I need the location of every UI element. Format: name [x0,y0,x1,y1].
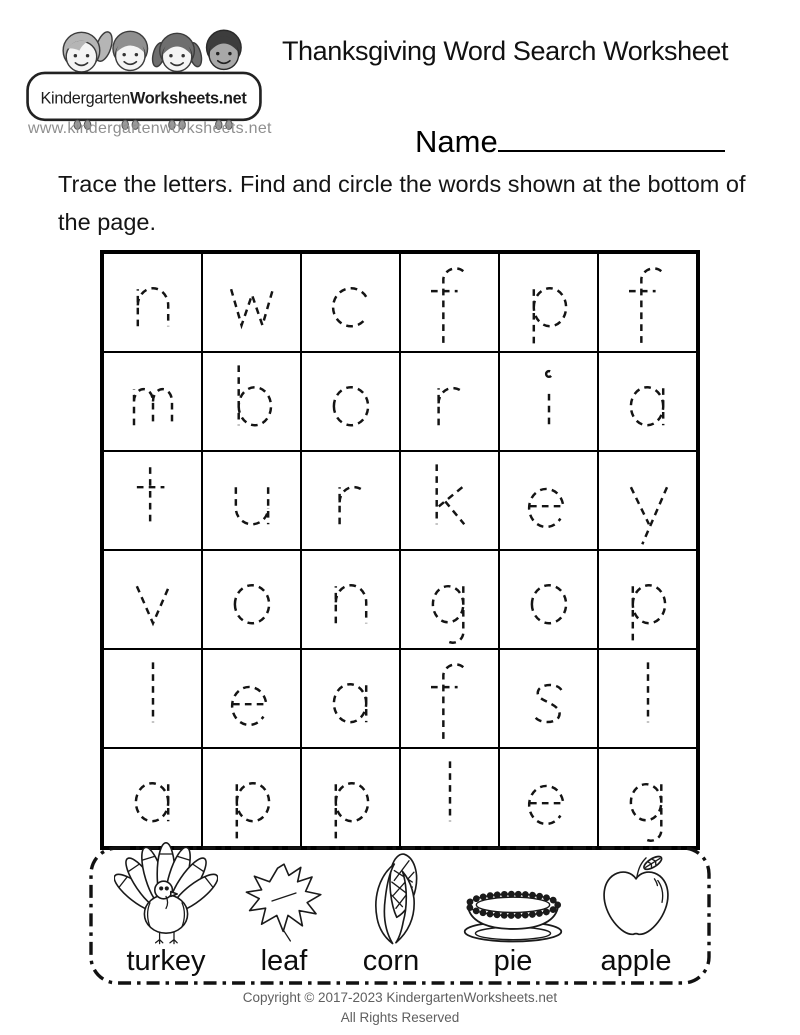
copyright-text: Copyright © 2017-2023 KindergartenWorksheets.net [242,990,558,1005]
word-item-apple [594,846,678,976]
grid-cell-r2c5-i [499,352,598,451]
instructions-text: Trace the letters. Find and circle the words shown at the bottom of the page. [58,171,746,235]
grid-cell-r4c5-o [499,550,598,649]
grid-cell-r1c3-c [301,253,400,352]
grid-cell-r2c4-r [400,352,499,451]
word-label: corn [362,945,420,977]
rights-text: All Rights Reserved [340,1009,460,1025]
grid-cell-r2c2-b [202,352,301,451]
grid-cell-r4c6-p [598,550,697,649]
word-label: turkey [126,945,206,977]
name-blank-line [498,116,725,152]
grid-cell-r2c6-a [598,352,697,451]
grid-cell-r5c3-a [301,649,400,748]
grid-cell-r5c6-l [598,649,697,748]
word-label: pie [493,945,533,977]
grid-cell-r2c3-o [301,352,400,451]
page-title: Thanksgiving Word Search Worksheet [281,36,729,66]
kids-logo-art [24,14,264,134]
grid-cell-r4c2-o [202,550,301,649]
word-item-corn [350,846,432,976]
grid-cell-r4c4-g [400,550,499,649]
word-label: apple [600,945,672,977]
grid-cell-r6c4-l [400,748,499,847]
word-item-leaf [240,846,328,976]
grid-cell-r3c5-e [499,451,598,550]
grid-cell-r1c1-n [103,253,202,352]
grid-cell-r1c5-p [499,253,598,352]
grid-cell-r5c1-l [103,649,202,748]
grid-cell-r3c2-u [202,451,301,550]
grid-cell-r1c4-f [400,253,499,352]
grid-cell-r3c3-r [301,451,400,550]
grid-cell-r4c1-v [103,550,202,649]
footer [0,988,800,1027]
grid-cell-r6c2-p [202,748,301,847]
apple-icon [594,846,678,946]
grid-cell-r4c3-n [301,550,400,649]
grid-cell-r5c2-e [202,649,301,748]
turkey-icon [114,846,218,946]
word-bank [88,845,712,986]
grid-cell-r1c2-w [202,253,301,352]
logo-brand-text: KindergartenWorksheets.net [40,89,247,108]
grid-cell-r3c6-y [598,451,697,550]
grid-cell-r3c1-t [103,451,202,550]
word-label: leaf [260,945,308,977]
grid-cell-r3c4-k [400,451,499,550]
leaf-icon [240,846,328,946]
website-url: www.kindergartenworksheets.net [28,120,272,137]
grid-cell-r2c1-m [103,352,202,451]
word-item-turkey [114,846,218,976]
grid-cell-r6c3-p [301,748,400,847]
name-label: Name [415,124,498,159]
letter-grid [100,250,700,850]
grid-cell-r1c6-f [598,253,697,352]
grid-cell-r5c5-s [499,649,598,748]
corn-icon [350,846,432,946]
grid-cell-r6c1-a [103,748,202,847]
name-field [415,116,725,160]
grid-cell-r6c5-e [499,748,598,847]
pie-icon [454,846,572,946]
grid-cell-r5c4-f [400,649,499,748]
word-item-pie [454,846,572,976]
grid-cell-r6c6-g [598,748,697,847]
